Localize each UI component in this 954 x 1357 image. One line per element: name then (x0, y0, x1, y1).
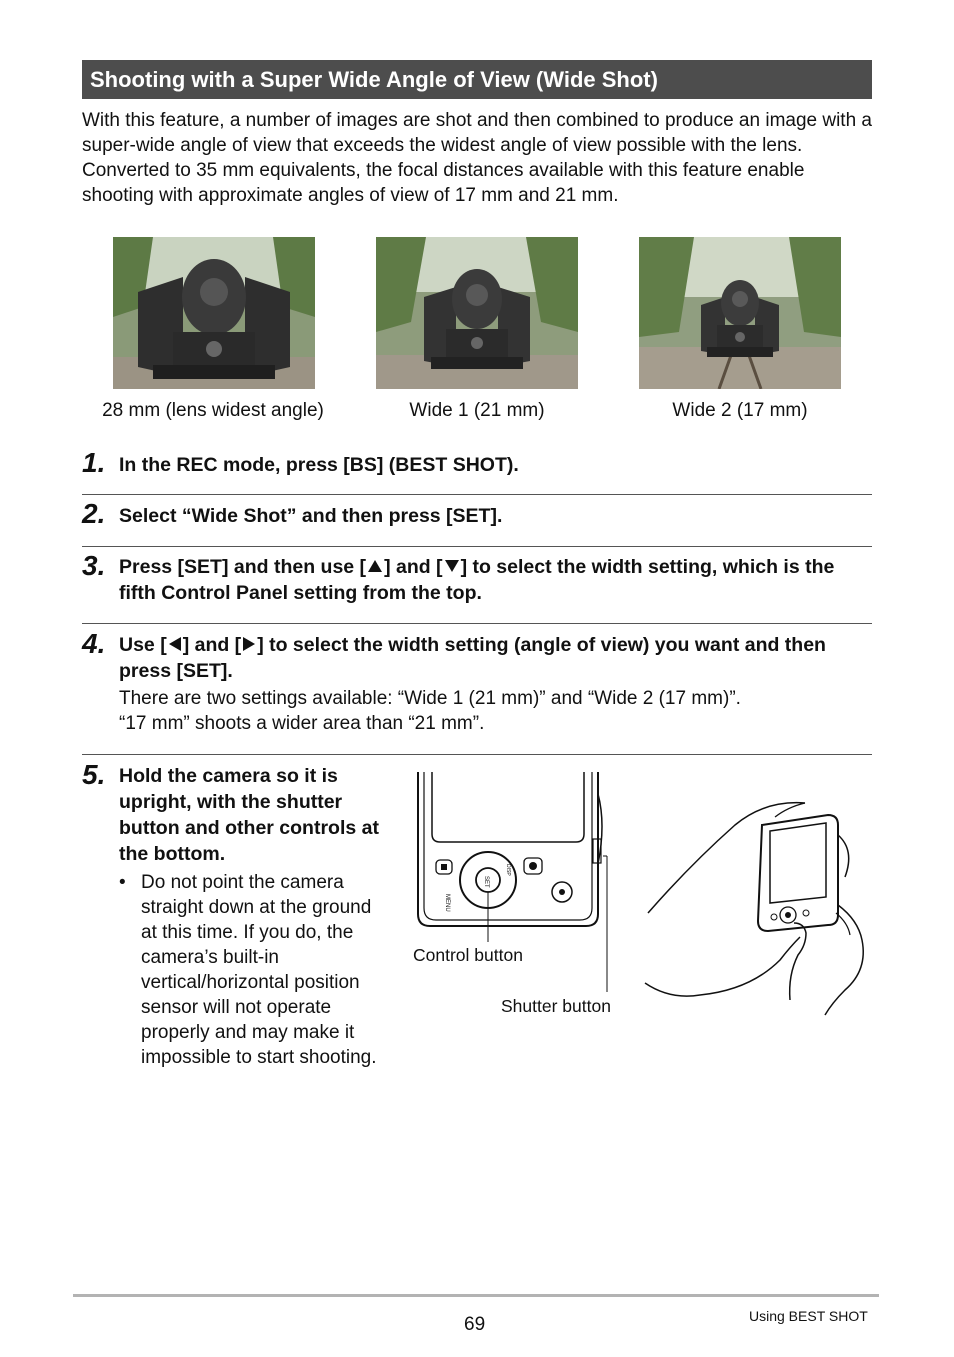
section-title: Shooting with a Super Wide Angle of View (Wide Shot) (82, 60, 872, 99)
step-4-text-a: Use [ (119, 634, 167, 656)
step-4-note-2: “17 mm” shoots a wider area than “21 mm”. (119, 713, 485, 734)
step-2-number: 2. (82, 498, 106, 529)
step-4-text (119, 632, 871, 684)
divider (82, 754, 872, 755)
step-5-number: 5. (82, 759, 106, 790)
step-1-number: 1. (82, 447, 106, 478)
step-4-note-1: There are two settings available: “Wide 1 (21 mm)” and “Wide 2 (17 mm)”. (119, 688, 741, 709)
bullet-icon: • (119, 872, 126, 893)
divider (82, 546, 872, 547)
page-number: 69 (464, 1314, 486, 1335)
camera-back-illustration (410, 764, 640, 1004)
caption-wide1: Wide 1 (21 mm) (409, 400, 545, 421)
step-2-text: Select “Wide Shot” and then press [SET]. (119, 505, 503, 527)
caption-28mm: 28 mm (lens widest angle) (102, 400, 324, 421)
left-arrow-icon (169, 637, 181, 651)
up-arrow-icon (368, 560, 382, 572)
step-3-text-c: ] to select the width setting, which is the fifth Control Panel setting from the top. (119, 556, 835, 604)
step-4-text-c: ] to select the width setting (angle of view) you want and then press [SET]. (119, 634, 826, 682)
photo-wide1 (376, 237, 578, 389)
step-3-number: 3. (82, 550, 106, 581)
control-button-label: Control button (413, 945, 523, 965)
step-4-text-b: ] and [ (182, 634, 242, 656)
step-3-text-b: ] and [ (384, 556, 443, 578)
step-5-bullet-text: Do not point the camera straight down at the ground at this time. If you do, the camera’s built-in vertical/horizontal position sensor will not operate properly and may make it impossible to start shooting. (141, 872, 377, 1068)
photo-28mm (113, 237, 315, 389)
step-3-text (119, 554, 871, 606)
step-1-text: In the REC mode, press [BS] (BEST SHOT). (119, 454, 519, 476)
disp-label: DISP (505, 864, 511, 876)
step-4-number: 4. (82, 628, 106, 659)
footer-rule (73, 1294, 879, 1297)
down-arrow-icon (445, 560, 459, 572)
hands-holding-camera-illustration (640, 795, 870, 1020)
step-3-text-a: Press [SET] and then use [ (119, 556, 367, 578)
photo-wide2 (639, 237, 841, 389)
shutter-button-label: Shutter button (501, 996, 611, 1016)
menu-label: MENU (444, 894, 450, 912)
caption-wide2: Wide 2 (17 mm) (672, 400, 808, 421)
divider (82, 494, 872, 495)
divider (82, 623, 872, 624)
footer-section-label: Using BEST SHOT (749, 1308, 868, 1324)
intro-paragraph: With this feature, a number of images are shot and then combined to produce an image with a super-wide angle of view that exceeds the widest angle of view possible with the lens. Converted to 35 mm equivalents, the focal distances available with this feature enable shooting with approximate angles of view of 17 mm and 21 mm. (82, 110, 873, 206)
step-5-text: Hold the camera so it is upright, with the shutter button and other controls at the bottom. (119, 765, 379, 865)
right-arrow-icon (243, 637, 255, 651)
set-label: SET (483, 876, 489, 888)
